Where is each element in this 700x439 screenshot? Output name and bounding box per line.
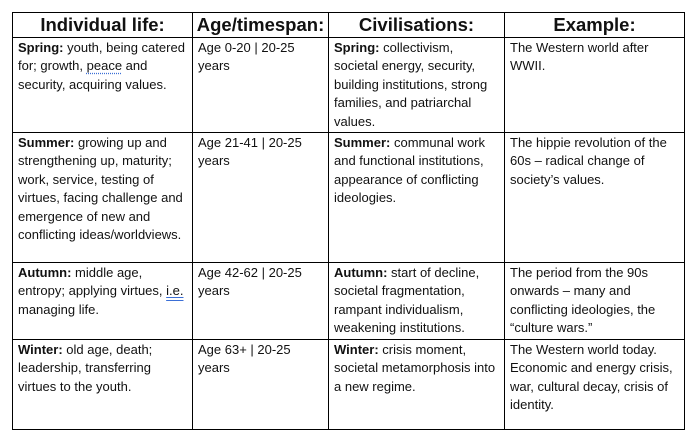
season-label: Winter: <box>18 342 63 358</box>
cell-text: middle age, entropy; applying virtues, <box>18 265 167 299</box>
cell-text: growing up and strengthening up, maturity; work, service, testing of virtues, facing challenge and emergence of new and conflicting ideas/worldviews. <box>18 135 183 243</box>
season-label: Autumn: <box>18 265 72 281</box>
header-individual-life: Individual life: <box>13 13 193 38</box>
header-civilisations: Civilisations: <box>329 13 505 38</box>
season-label: Autumn: <box>334 265 388 281</box>
cell-individual-life <box>13 340 193 430</box>
cell-text: and security, acquiring values. <box>18 58 167 92</box>
cell-text: start of decline, societal fragmentation, rampant individualism, weakening institutions. <box>334 265 480 336</box>
header-example: Example: <box>505 13 685 38</box>
season-label: Summer: <box>18 135 75 151</box>
season-label: Summer: <box>334 135 391 151</box>
season-label: Spring: <box>334 40 380 55</box>
cell-text: youth, being catered for; growth, <box>18 40 185 74</box>
cell-example: The hippie revolution of the 60s – radical change of society’s values. <box>505 133 685 263</box>
season-label: Winter: <box>334 342 379 358</box>
cell-text: communal work and functional institutions, appearance of conflicting ideologies. <box>334 135 485 206</box>
proofing-marked-word: i.e. <box>166 283 184 299</box>
header-age-timespan: Age/timespan: <box>193 13 329 38</box>
cell-civilisation <box>329 263 505 340</box>
cell-text: crisis moment, societal metamorphosis into a new regime. <box>334 342 496 394</box>
cell-age: Age 63+ | 20-25 years <box>193 340 329 430</box>
proofing-marked-word: peace <box>86 58 123 74</box>
table-row-spring <box>13 38 685 133</box>
cell-age: Age 21-41 | 20-25 years <box>193 133 329 263</box>
cell-age: Age 0-20 | 20-25 years <box>193 38 329 133</box>
cell-text: old age, death; leadership, transferring virtues to the youth. <box>18 342 153 394</box>
header-row <box>13 13 685 38</box>
cell-civilisation <box>329 38 505 133</box>
cell-age: Age 42-62 | 20-25 years <box>193 263 329 340</box>
cell-individual-life <box>13 263 193 340</box>
table-row-winter <box>13 340 685 430</box>
cell-text: collectivism, societal energy, security, building institutions, strong families, and patriarchal values. <box>334 40 488 129</box>
cell-civilisation <box>329 340 505 430</box>
cell-example: The period from the 90s onwards – many and conflicting ideologies, the “culture wars.” <box>505 263 685 340</box>
cell-civilisation <box>329 133 505 263</box>
seasons-table-container <box>12 12 685 430</box>
cell-example: The Western world after WWII. <box>505 38 685 133</box>
cell-individual-life <box>13 133 193 263</box>
table-row-autumn <box>13 263 685 340</box>
cell-individual-life <box>13 38 193 133</box>
table-row-summer <box>13 133 685 263</box>
seasons-table <box>12 12 685 430</box>
cell-example: The Western world today. Economic and energy crisis, war, cultural decay, crisis of identity. <box>505 340 685 430</box>
cell-text: managing life. <box>18 301 99 317</box>
season-label: Spring: <box>18 40 64 55</box>
